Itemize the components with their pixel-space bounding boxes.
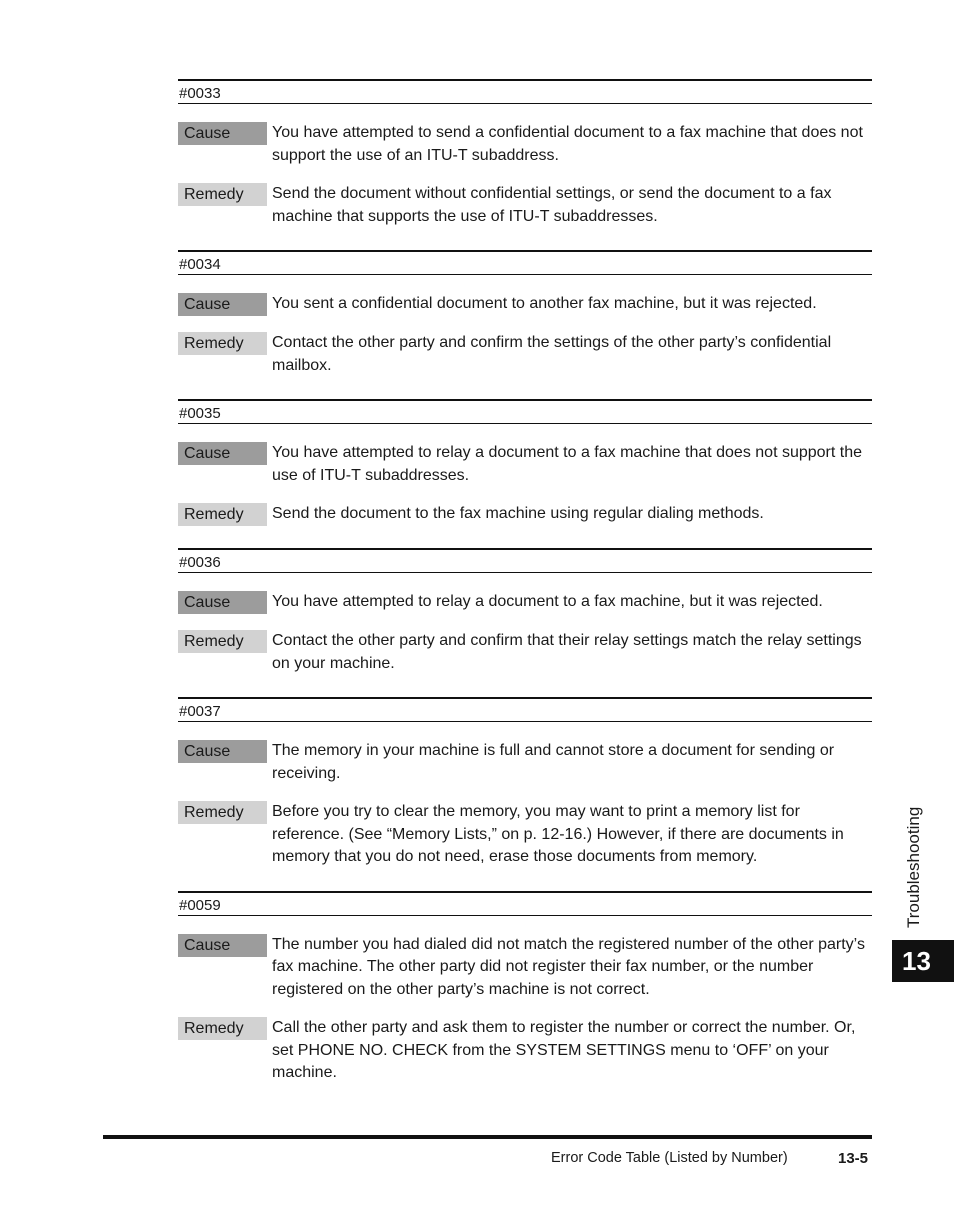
remedy-row xyxy=(178,630,872,675)
cause-row xyxy=(178,591,872,614)
remedy-label: Remedy xyxy=(178,630,267,653)
error-entry-0033 xyxy=(178,79,872,228)
remedy-label: Remedy xyxy=(178,332,267,355)
remedy-row xyxy=(178,183,872,228)
error-entry-0035 xyxy=(178,399,872,526)
cause-row xyxy=(178,934,872,1002)
remedy-text: Send the document to the fax machine using regular dialing methods. xyxy=(272,505,764,522)
error-entry-0036 xyxy=(178,548,872,675)
remedy-row xyxy=(178,503,872,526)
remedy-text: Send the document without confidential settings, or send the document to a fax machine that supports the use of ITU-T subaddresses. xyxy=(272,185,832,225)
error-code: #0036 xyxy=(178,548,872,573)
remedy-text: Contact the other party and confirm the settings of the other party’s confidential mailbox. xyxy=(272,334,832,374)
remedy-row xyxy=(178,1017,872,1085)
remedy-text: Call the other party and ask them to register the number or correct the number. Or, set PHONE NO. CHECK from the SYSTEM SETTINGS menu to ‘OFF’ on your machine. xyxy=(272,1019,856,1081)
error-code: #0033 xyxy=(178,79,872,104)
remedy-text: Before you try to clear the memory, you may want to print a memory list for reference. (See “Memory Lists,” on p. 12-16.) However, if there are documents in memory that you do not need, erase those documents from memory. xyxy=(272,803,844,865)
remedy-row xyxy=(178,332,872,377)
footer-title: Error Code Table (Listed by Number) xyxy=(551,1150,788,1166)
remedy-label: Remedy xyxy=(178,183,267,206)
error-entry-0059 xyxy=(178,891,872,1085)
cause-text: The memory in your machine is full and cannot store a document for sending or receiving. xyxy=(272,742,835,782)
cause-row xyxy=(178,442,872,487)
footer-divider xyxy=(103,1135,872,1139)
cause-text: You have attempted to send a confidential document to a fax machine that does not support the use of an ITU-T subaddress. xyxy=(272,124,863,164)
cause-label: Cause xyxy=(178,591,267,614)
section-side-label: Troubleshooting xyxy=(904,806,923,928)
error-code: #0034 xyxy=(178,250,872,275)
cause-label: Cause xyxy=(178,293,267,316)
error-code: #0037 xyxy=(178,697,872,722)
remedy-label: Remedy xyxy=(178,801,267,824)
cause-row xyxy=(178,740,872,785)
cause-text: You have attempted to relay a document to a fax machine that does not support the use of ITU-T subaddresses. xyxy=(272,444,863,484)
cause-label: Cause xyxy=(178,934,267,957)
page-number: 13-5 xyxy=(838,1150,869,1167)
remedy-label: Remedy xyxy=(178,503,267,526)
error-entry-0037 xyxy=(178,697,872,869)
error-code: #0059 xyxy=(178,891,872,916)
cause-label: Cause xyxy=(178,122,267,145)
error-code: #0035 xyxy=(178,399,872,424)
remedy-row xyxy=(178,801,872,869)
cause-text: You have attempted to relay a document to a fax machine, but it was rejected. xyxy=(272,593,823,610)
cause-row xyxy=(178,122,872,167)
cause-row xyxy=(178,293,872,316)
chapter-number-tab: 13 xyxy=(892,940,954,982)
cause-label: Cause xyxy=(178,442,267,465)
error-code-list xyxy=(178,79,872,1107)
remedy-label: Remedy xyxy=(178,1017,267,1040)
cause-text: You sent a confidential document to another fax machine, but it was rejected. xyxy=(272,295,817,312)
cause-text: The number you had dialed did not match the registered number of the other party’s fax machine. The other party did not register their fax number, or the number registered on the other party’s machine is not correct. xyxy=(272,935,865,998)
remedy-text: Contact the other party and confirm that their relay settings match the relay settings on your machine. xyxy=(272,632,862,672)
error-entry-0034 xyxy=(178,250,872,377)
cause-label: Cause xyxy=(178,740,267,763)
